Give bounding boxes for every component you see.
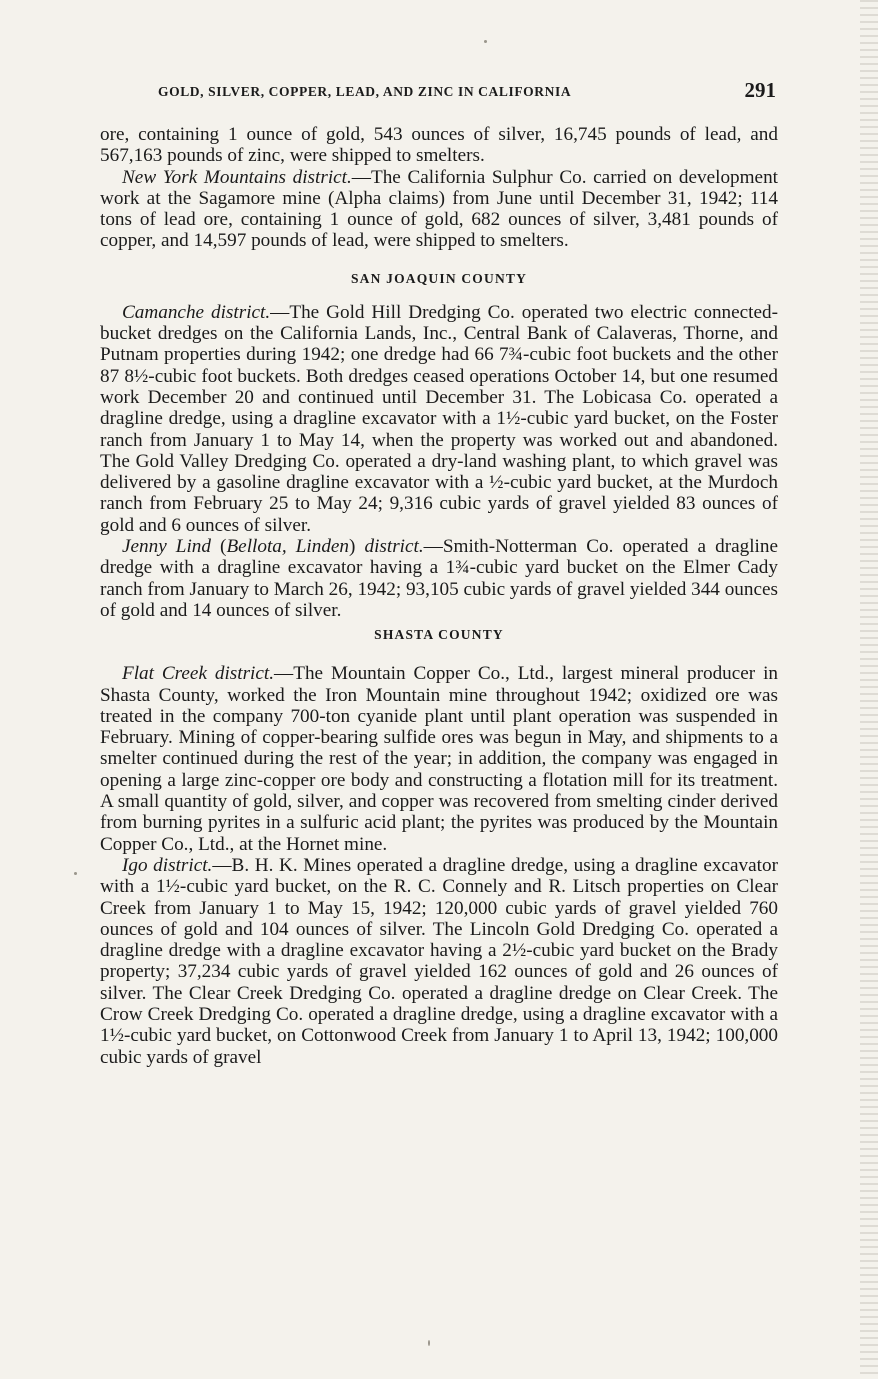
paragraph-text: —B. H. K. Mines operated a dragline dredge, using a dragline excavator with a 1½-cubic yard bucket, on the R. C. Connely and R. Litsch properties on Clear Creek from January 1 to May 15, 1942; 120,000 cubic yards of gravel yielded 760 ounces of gold and 104 ounces of silver. The Lincoln Gold Dredging Co. operated a dragline dredge with a dragline excavator having a 2½-cubic yard bucket on the Brady property; 37,234 cubic yards of gravel yielded 162 ounces of gold and 26 ounces of silver. The Clear Creek Dredging Co. operated a dragline dredge on Clear Creek. The Crow Creek Dredging Co. operated a dragline dredge, using a dragline excavator with a 1½-cubic yard bucket, on Cottonwood Creek from January 1 to April 13, 1942; 100,000 cubic yards of gravel xyxy=(100,854,778,1068)
page-number: 291 xyxy=(744,78,776,102)
county-heading-shasta: SHASTA COUNTY xyxy=(374,627,504,643)
district-name: Camanche district. xyxy=(122,301,271,323)
county-heading-san-joaquin: SAN JOAQUIN COUNTY xyxy=(350,270,528,286)
page-header xyxy=(100,78,776,104)
scan-speck xyxy=(484,40,487,43)
running-head: GOLD, SILVER, COPPER, LEAD, AND ZINC IN CALIFORNIA xyxy=(158,84,572,99)
paragraph-flat-creek xyxy=(100,663,778,855)
paragraph-text: —The Gold Hill Dredging Co. operated two electric connected-bucket dredges on the California Lands, Inc., Central Bank of Calaveras, Thorne, and Putnam properties during 1942; one dredge had 66 7¾-cubic foot buckets and the other 87 8½-cubic foot buckets. Both dredges ceased operations October 14, but one resumed work December 20 and continued until December 31. The Lobicasa Co. operated a dragline dredge, using a dragline excavator with a 1½-cubic yard bucket, on the Foster ranch from January 1 to May 14, when the property was worked out and abandoned. The Gold Valley Dredging Co. operated a dry-land washing plant, to which gravel was delivered by a gasoline dragline excavator with a ½-cubic yard bucket, at the Murdoch ranch from February 25 to May 24; 9,316 cubic yards of gravel yielded 83 ounces of gold and 6 ounces of silver. xyxy=(100,301,778,536)
paragraph-igo xyxy=(100,855,778,1068)
district-name: New York Mountains district. xyxy=(122,166,352,188)
paragraph-camanche xyxy=(100,302,778,536)
scan-speck xyxy=(428,1340,430,1346)
scan-edge-noise xyxy=(860,0,878,1379)
scan-speck xyxy=(74,872,77,875)
district-name: Flat Creek district. xyxy=(122,663,275,685)
paragraph-text: ore, containing 1 ounce of gold, 543 ounces of silver, 16,745 pounds of lead, and 567,163 pounds of zinc, were shipped to smelters. xyxy=(100,124,778,167)
district-name: Igo district. xyxy=(122,854,213,876)
paragraph-jenny-lind: Jenny Lind (Bellota, Linden) district.—Smith-Notterman Co. operated a dragline dredge with a dragline excavator having a 1¾-cubic yard bucket on the Elmer Cady ranch from January to March 26, 1942; 93,105 cubic yards of gravel yielded 344 ounces of gold and 14 ounces of silver. xyxy=(100,536,779,621)
body-text xyxy=(100,124,778,1068)
paragraph-text: —Smith-Notterman Co. operated a dragline dredge with a dragline excavator having a 1¾-cubic yard bucket on the Elmer Cady ranch from January to March 26, 1942; 93,105 cubic yards of gravel yielded 344 ounces of gold and 14 ounces of silver. xyxy=(100,536,779,621)
paragraph-continuation xyxy=(100,124,778,167)
paragraph-new-york-mountains xyxy=(100,167,778,252)
paragraph-text: —The Mountain Copper Co., Ltd., largest mineral producer in Shasta County, worked the Iron Mountain mine throughout 1942; oxidized ore was treated in the company 700-ton cyanide plant until plant operation was suspended in February. Mining of copper-bearing sulfide ores was begun in May, and shipments to a smelter continued during the rest of the year; in addition, the company was engaged in opening a large zinc-copper ore body and constructing a flotation mill for its treatment. A small quantity of gold, silver, and copper was recovered from smelting cinder derived from burning pyrites in a sulfuric acid plant; the pyrites was produced by the Mountain Copper Co., Ltd., at the Hornet mine. xyxy=(100,663,778,855)
district-name: Jenny Lind xyxy=(122,536,211,558)
district-alt-names: Bellota, Linden xyxy=(226,536,350,558)
paragraph-text: —The California Sulphur Co. carried on development work at the Sagamore mine (Alpha claims) from June until December 31, 1942; 114 tons of lead ore, containing 1 ounce of gold, 682 ounces of silver, 3,481 pounds of copper, and 14,597 pounds of lead, were shipped to smelters. xyxy=(100,166,779,252)
district-word: district. xyxy=(364,536,424,558)
